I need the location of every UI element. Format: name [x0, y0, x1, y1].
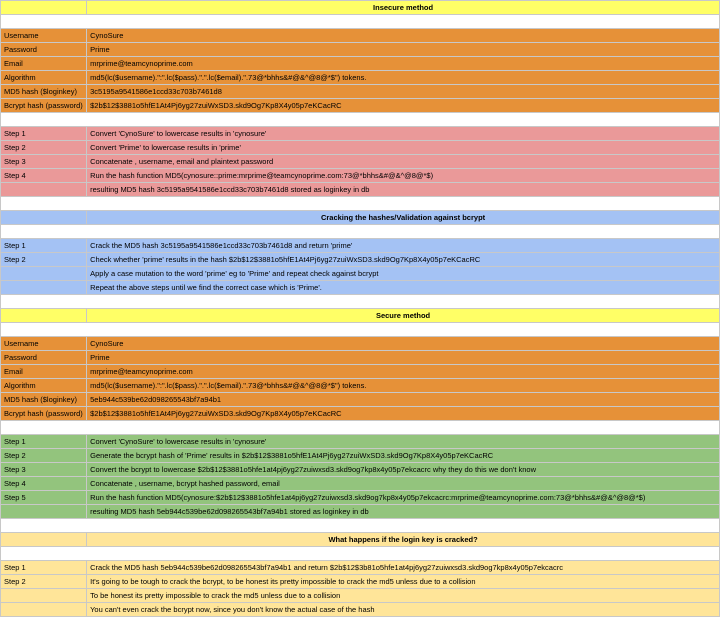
table-row [1, 365, 720, 379]
row-label: Step 1 [1, 561, 87, 575]
table-row [1, 141, 720, 155]
row-value: Generate the bcrypt hash of 'Prime' results in $2b$12$3881o5hfE1At4Pj6yg27zuiWxSD3.skd9Og7Kp8X4y05p7eKCacRC [87, 449, 720, 463]
row-label: MD5 hash ($loginkey) [1, 393, 87, 407]
spacer-cell [1, 295, 720, 309]
row-value: Run the hash function MD5(cynosure:$2b$12$3881o5hfe1at4pj6yg27zuiwxsd3.skd9og7kp8x4y05p7ekcacrc:mrprime@teamcynoprime.com:73@*bhhs&#@&^@8@*$) [87, 491, 720, 505]
row-value: md5(lc($username).":".lc($pass).".".lc($email).".73@*bhhs&#@&^@8@*$") tokens. [87, 71, 720, 85]
section-title: Insecure method [87, 1, 720, 15]
table-row [1, 407, 720, 421]
table-row [1, 71, 720, 85]
table-row [1, 57, 720, 71]
sheet-body [1, 1, 720, 617]
row-label [1, 505, 87, 519]
row-value: Concatenate , username, email and plaintext password [87, 155, 720, 169]
table-row [1, 603, 720, 617]
row-label: Bcrypt hash (password) [1, 99, 87, 113]
spacer-row [1, 225, 720, 239]
row-value: You can't even crack the bcrypt now, since you don't know the actual case of the hash [87, 603, 720, 617]
row-label: Step 3 [1, 463, 87, 477]
table-row [1, 477, 720, 491]
table-row [1, 505, 720, 519]
row-value: Crack the MD5 hash 3c5195a9541586e1ccd33c703b7461d8 and return 'prime' [87, 239, 720, 253]
table-row [1, 43, 720, 57]
row-label [1, 281, 87, 295]
table-row [1, 239, 720, 253]
row-label: Step 1 [1, 127, 87, 141]
spacer-cell [1, 113, 720, 127]
row-label: Bcrypt hash (password) [1, 407, 87, 421]
table-row [1, 379, 720, 393]
table-row [1, 337, 720, 351]
row-label: Password [1, 43, 87, 57]
row-label: Step 5 [1, 491, 87, 505]
row-label: Step 1 [1, 435, 87, 449]
row-value: $2b$12$3881o5hfE1At4Pj6yg27zuiWxSD3.skd9Og7Kp8X4y05p7eKCacRC [87, 407, 720, 421]
row-value: Apply a case mutation to the word 'prime' eg to 'Prime' and repeat check against bcrypt [87, 267, 720, 281]
table-row [1, 561, 720, 575]
row-label: Step 3 [1, 155, 87, 169]
table-row [1, 85, 720, 99]
row-value: mrprime@teamcynoprime.com [87, 365, 720, 379]
row-label: Step 1 [1, 239, 87, 253]
table-row [1, 575, 720, 589]
table-row [1, 449, 720, 463]
row-label: Algorithm [1, 71, 87, 85]
section-title: What happens if the login key is cracked? [87, 533, 720, 547]
section-header-row [1, 1, 720, 15]
row-value: CynoSure [87, 337, 720, 351]
spacer-cell [1, 197, 720, 211]
spacer-cell [1, 519, 720, 533]
row-label: Step 4 [1, 169, 87, 183]
table-row [1, 351, 720, 365]
row-value: $2b$12$3881o5hfE1At4Pj6yg27zuiWxSD3.skd9Og7Kp8X4y05p7eKCacRC [87, 99, 720, 113]
row-label [1, 603, 87, 617]
row-value: Convert 'CynoSure' to lowercase results in 'cynosure' [87, 127, 720, 141]
spacer-cell [1, 323, 720, 337]
section-header-pad [1, 309, 87, 323]
table-row [1, 435, 720, 449]
row-value: Convert 'CynoSure' to lowercase results in 'cynosure' [87, 435, 720, 449]
section-header-row [1, 309, 720, 323]
table-row [1, 29, 720, 43]
table-row [1, 99, 720, 113]
row-label: Username [1, 337, 87, 351]
row-value: 5eb944c539be62d098265543bf7a94b1 [87, 393, 720, 407]
row-label [1, 183, 87, 197]
row-label: Step 2 [1, 141, 87, 155]
row-value: md5(lc($username).":".lc($pass).".".lc($email).".73@*bhhs&#@&^@8@*$") tokens. [87, 379, 720, 393]
row-value: It's going to be tough to crack the bcrypt, to be honest its pretty impossible to crack the md5 unless due to a collision [87, 575, 720, 589]
table-row [1, 169, 720, 183]
section-title: Secure method [87, 309, 720, 323]
row-label: Step 2 [1, 449, 87, 463]
section-title: Cracking the hashes/Validation against bcrypt [87, 211, 720, 225]
row-label: Step 2 [1, 253, 87, 267]
row-value: Convert the bcrypt to lowercase $2b$12$3881o5hfe1at4pj6yg27zuiwxsd3.skd9og7kp8x4y05p7ekcacrc why they do this we don't know [87, 463, 720, 477]
row-label: Step 2 [1, 575, 87, 589]
row-label: Username [1, 29, 87, 43]
table-row [1, 183, 720, 197]
spacer-cell [1, 225, 720, 239]
row-value: mrprime@teamcynoprime.com [87, 57, 720, 71]
row-value: Convert 'Prime' to lowercase results in 'prime' [87, 141, 720, 155]
table-row [1, 267, 720, 281]
row-value: Check whether 'prime' results in the hash $2b$12$3881o5hfE1At4Pj6yg27zuiWxSD3.skd9Og7Kp8X4y05p7eKCacRC [87, 253, 720, 267]
row-label: Step 4 [1, 477, 87, 491]
row-value: Crack the MD5 hash 5eb944c539be62d098265543bf7a94b1 and return $2b$12$3b81o5hfe1at4pj6yg27zuiwxsd3.skd9og7kp8x4y05p7ekcacrc [87, 561, 720, 575]
row-label: Algorithm [1, 379, 87, 393]
row-value: Prime [87, 351, 720, 365]
row-value: 3c5195a9541586e1ccd33c703b7461d8 [87, 85, 720, 99]
spacer-row [1, 519, 720, 533]
section-header-pad [1, 211, 87, 225]
spacer-row [1, 15, 720, 29]
section-header-row [1, 211, 720, 225]
section-header-pad [1, 533, 87, 547]
row-value: resulting MD5 hash 5eb944c539be62d098265543bf7a94b1 stored as loginkey in db [87, 505, 720, 519]
row-value: Run the hash function MD5(cynosure::prime:mrprime@teamcynoprime.com:73@*bhhs&#@&^@8@*$) [87, 169, 720, 183]
table-row [1, 127, 720, 141]
spacer-cell [1, 547, 720, 561]
row-label [1, 267, 87, 281]
spacer-row [1, 113, 720, 127]
table-row [1, 253, 720, 267]
table-row [1, 491, 720, 505]
spacer-cell [1, 15, 720, 29]
table-row [1, 155, 720, 169]
spacer-cell [1, 421, 720, 435]
row-value: Prime [87, 43, 720, 57]
spacer-row [1, 421, 720, 435]
table-row [1, 393, 720, 407]
spacer-row [1, 547, 720, 561]
section-header-pad [1, 1, 87, 15]
row-label: Password [1, 351, 87, 365]
row-value: To be honest its pretty impossible to crack the md5 unless due to a collision [87, 589, 720, 603]
row-value: resulting MD5 hash 3c5195a9541586e1ccd33c703b7461d8 stored as loginkey in db [87, 183, 720, 197]
table-row [1, 463, 720, 477]
spacer-row [1, 295, 720, 309]
row-label: MD5 hash ($loginkey) [1, 85, 87, 99]
row-value: Repeat the above steps until we find the correct case which is 'Prime'. [87, 281, 720, 295]
spacer-row [1, 197, 720, 211]
spacer-row [1, 323, 720, 337]
row-value: CynoSure [87, 29, 720, 43]
row-label: Email [1, 365, 87, 379]
table-row [1, 589, 720, 603]
section-header-row [1, 533, 720, 547]
row-label [1, 589, 87, 603]
row-label: Email [1, 57, 87, 71]
table-row [1, 281, 720, 295]
row-value: Concatenate , username, bcrypt hashed password, email [87, 477, 720, 491]
